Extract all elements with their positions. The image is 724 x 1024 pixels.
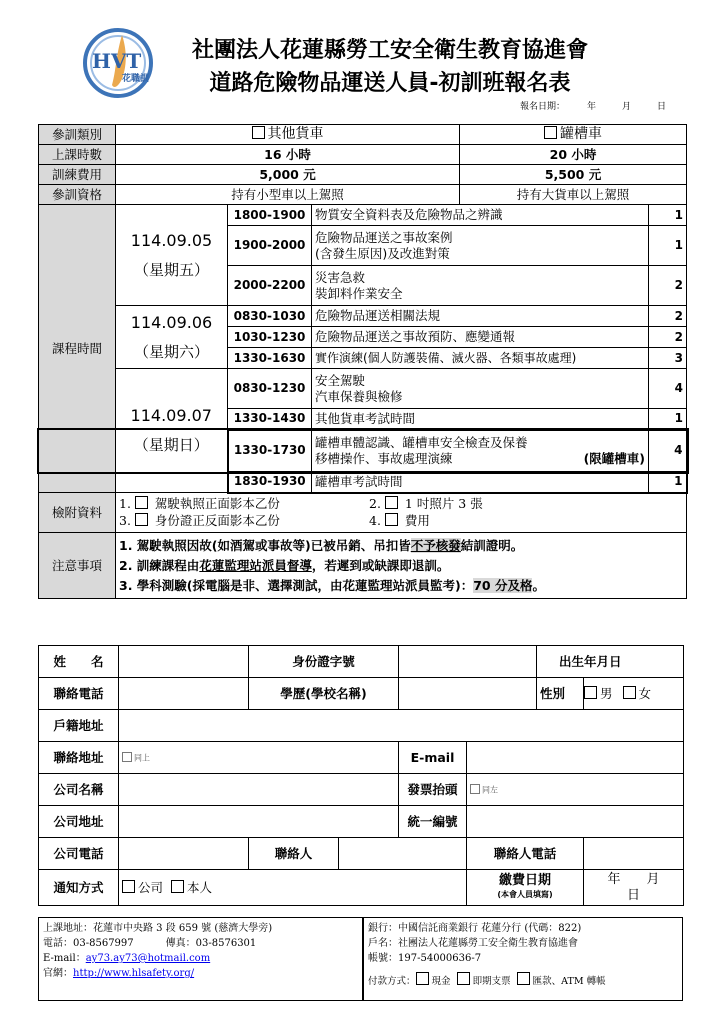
contact-phone-field[interactable] [584,838,684,870]
notify-company-label: 公司 [138,879,164,895]
day3-date [116,369,228,493]
hours-a: 16 小時 [116,145,460,165]
reg-addr-field[interactable] [119,710,684,742]
checkbox-male[interactable] [584,686,597,699]
checkbox-notify-company[interactable] [122,880,135,893]
hours-b: 20 小時 [460,145,687,165]
footer-fax: 傳真：03-8576301 [165,938,257,949]
type-tank-truck[interactable] [460,125,687,145]
attach-1-no: 1. [119,495,131,511]
invoice-field[interactable] [467,774,684,806]
male-label: 男 [600,685,613,701]
row3-topic-line1: 災害急救 [315,269,366,285]
checkbox-same-as-above[interactable] [122,752,132,762]
form-title: 道路危險物品運送人員-初訓班報名表 [209,71,571,96]
contact-addr-label: 聯絡地址 [39,742,119,774]
transfer-label: 匯款、ATM 轉帳 [532,976,606,987]
row2-topic [312,226,649,266]
note-3 [119,576,683,596]
row6-hours: 3 [649,348,687,369]
qualification-a: 持有小型車以上駕照 [116,185,460,205]
fee-b: 5,500 元 [460,165,687,185]
row2-topic-line2: (含發生原因)及改進對策 [315,245,450,261]
row7-topic-line1: 安全駕駛 [315,372,366,388]
row6-time: 1330-1630 [228,348,312,369]
row9-hours: 4 [649,430,687,472]
pay-day: 日 [627,887,641,903]
row9-topic-line2: 移槽操作、事故處理演練 [315,450,453,466]
reg-addr-label: 戶籍地址 [39,710,119,742]
row9-topic [312,430,649,472]
note-2-a: 2. 訓練課程由 [119,557,200,573]
footer-phone: 電話：03-8567997 [43,938,134,949]
pay-date-label-text: 繳費日期 [499,872,552,888]
attach-1-checkbox[interactable] [135,496,148,509]
org-name: 社團法人花蓮縣勞工安全衛生教育協進會 [191,38,588,63]
footer-phone-fax [43,936,358,951]
id-label: 身份證字號 [249,646,399,678]
company-addr-field[interactable] [119,806,399,838]
phone-field[interactable] [119,678,249,710]
row4-topic: 危險物品運送相關法規 [312,306,649,327]
row5-hours: 2 [649,327,687,348]
row10-topic: 罐槽車考試時間 [312,472,649,493]
footer-address: 上課地址：花蓮市中央路 3 段 659 號 (慈濟大學旁) [43,923,273,934]
row9-time: 1330-1730 [228,430,312,472]
phone-label: 聯絡電話 [39,678,119,710]
row3-topic [312,266,649,306]
signup-day: 日 [657,102,667,112]
same-as-above-label: 同上 [134,753,150,763]
attach-4-no: 4. [369,512,381,528]
attach-2-checkbox[interactable] [385,496,398,509]
contact-phone-label: 聯絡人電話 [467,838,584,870]
footer-account-no: 帳號：197-54000636-7 [368,953,482,964]
row1-hours: 1 [649,205,687,226]
company-phone-label: 公司電話 [39,838,119,870]
day2-date [116,306,228,369]
footer-pay-method-label: 付款方式： [368,976,416,987]
signup-date-label: 報名日期： [520,102,566,112]
footer-bank: 銀行：中國信託商業銀行 花蓮分行 (代碼：822) [368,923,582,934]
company-field[interactable] [119,774,399,806]
pay-date-note: (本會人員填寫) [497,889,553,899]
row2-time: 1900-2000 [228,226,312,266]
contact-person-label: 聯絡人 [249,838,339,870]
attach-2-text: 1 吋照片 3 張 [404,495,483,511]
row9-topic-line1: 罐槽車體認識、罐槽車安全檢查及保養 [315,435,528,451]
row5-topic: 危險物品運送之事故預防、應變通報 [312,327,649,348]
fee-label: 訓練費用 [39,165,116,185]
attach-3-checkbox[interactable] [135,513,148,526]
signup-year: 年 [587,102,597,112]
row7-topic [312,369,649,409]
row2-topic-line1: 危險物品運送之事故案例 [315,229,453,245]
day3-date-text: 114.09.07 [130,406,212,426]
row7-time: 0830-1230 [228,369,312,409]
footer-email [43,951,358,966]
email-field[interactable] [467,742,684,774]
association-logo [82,27,154,99]
row3-time: 2000-2200 [228,266,312,306]
footer-email-label: E-mail： [43,953,86,964]
edu-field[interactable] [399,678,537,710]
note-2 [119,556,683,576]
birth-label-text: 出生年月日 [559,653,622,669]
contact-person-field[interactable] [339,838,467,870]
birth-label [537,646,684,678]
note-3-a: 3. 學科測驗(採電腦是非、選擇測試，由花蓮監理站派員監考)： [119,577,474,593]
checkbox-cash[interactable] [416,972,429,985]
cash-label: 現金 [431,976,451,987]
row10-time: 1830-1930 [228,472,312,493]
qualification-label: 參訓資格 [39,185,116,205]
footer-contact-box [38,917,363,1001]
row1-time: 1800-1900 [228,205,312,226]
row5-time: 1030-1230 [228,327,312,348]
row9-tank-only-note: (限罐槽車) [583,450,646,466]
type-other-truck[interactable] [116,125,460,145]
row8-topic: 其他貨車考試時間 [312,409,649,430]
pay-date-field[interactable] [584,870,684,906]
checkbox-notify-self[interactable] [171,880,184,893]
day1-date [116,205,228,306]
invoice-label: 發票抬頭 [399,774,467,806]
type-label: 參訓類別 [39,125,116,145]
note-3-c: 。 [532,577,545,593]
day2-date-text: 114.09.06 [130,312,213,332]
footer-bank-box [363,917,683,1001]
footer-pay-method [368,972,678,989]
type-other-truck-label: 其他貨車 [267,125,324,142]
tax-id-field[interactable] [467,806,684,838]
row2-hours: 1 [649,226,687,266]
signup-date [520,99,690,112]
notify-options [119,870,467,906]
footer-website-label: 官網： [43,968,73,979]
row10-hours: 1 [649,472,687,493]
row7-hours: 4 [649,369,687,409]
checkbox-other-truck[interactable] [252,126,265,139]
footer-account-name: 戶名：社團法人花蓮縣勞工安全衛生教育協進會 [368,938,578,949]
row8-hours: 1 [649,409,687,430]
footer-website-link[interactable]: http://www.hlsafety.org/ [73,968,195,979]
pay-month: 月 [646,871,660,887]
gender-options [584,678,684,710]
gender-label: 性別 [537,678,584,710]
note-2-highlight: 花蓮監理站派員督導 [199,557,312,573]
day2-dow: （星期六） [133,342,209,361]
note-2-c: ，若遲到或缺課即退訓。 [311,557,450,573]
note-1-a: 1. 駕駛執照因故(如酒駕或事故等)已被吊銷、吊扣皆 [119,537,411,553]
name-field[interactable] [119,646,249,678]
footer-email-link[interactable]: ay73.ay73@hotmail.com [85,953,211,964]
company-phone-field[interactable] [119,838,249,870]
day3-dow: （星期日） [133,436,209,455]
attach-3-text: 身份證正反面影本乙份 [154,512,280,528]
row4-time: 0830-1030 [228,306,312,327]
checkbox-tank-truck[interactable] [544,126,557,139]
notify-label: 通知方式 [39,870,119,906]
same-as-left-label: 同左 [482,785,499,795]
row7-topic-line2: 汽車保養與檢修 [315,388,403,404]
note-1-highlight: 不予核發 [410,537,461,553]
footer-website [43,966,358,981]
applicant-form-table [38,645,684,906]
day1-date-text: 114.09.05 [130,230,213,250]
email-label: E-mail [399,742,467,774]
row3-topic-line2: 裝卸料作業安全 [315,285,403,301]
note-3-highlight: 70 分及格 [473,577,533,593]
note-1-c: 結訓證明。 [460,537,524,553]
checkbox-check[interactable] [457,972,470,985]
attach-3-no: 3. [119,512,131,528]
name-label: 姓 名 [39,646,119,678]
notes-list [116,533,687,599]
company-addr-label: 公司地址 [39,806,119,838]
checkbox-same-as-left[interactable] [470,784,480,794]
row1-topic: 物質安全資料表及危險物品之辨識 [312,205,649,226]
checkbox-female[interactable] [623,686,636,699]
company-label: 公司名稱 [39,774,119,806]
attach-2-no: 2. [369,495,381,511]
edu-label: 學歷(學校名稱) [249,678,399,710]
checkbox-transfer[interactable] [517,972,530,985]
notes-label: 注意事項 [39,533,116,599]
tax-id-label: 統一編號 [399,806,467,838]
day1-dow: （星期五） [133,260,209,279]
note-1 [119,536,683,556]
attach-4-checkbox[interactable] [385,513,398,526]
course-info-table [38,124,688,599]
type-tank-truck-label: 罐槽車 [560,125,603,142]
pay-date-label [467,870,584,906]
attach-4-text: 費用 [404,512,430,528]
row3-hours: 2 [649,266,687,306]
attach-label: 檢附資料 [39,493,116,533]
id-field[interactable] [399,646,537,678]
qualification-b: 持有大貨車以上駕照 [460,185,687,205]
pay-year: 年 [607,871,621,887]
contact-addr-field[interactable] [119,742,399,774]
attach-list [116,493,687,533]
signup-month: 月 [622,102,632,112]
check-label: 即期支票 [472,976,511,987]
row8-time: 1330-1430 [228,409,312,430]
female-label: 女 [638,685,652,701]
hours-label: 上課時數 [39,145,116,165]
logo-subtext: 花職訓 [122,74,150,84]
row4-hours: 2 [649,306,687,327]
notify-self-label: 本人 [187,879,213,895]
row6-topic: 實作演練(個人防護裝備、滅火器、各類事故處理) [312,348,649,369]
fee-a: 5,000 元 [116,165,460,185]
schedule-label: 課程時間 [39,205,116,493]
attach-1-text: 駕駛執照正面影本乙份 [154,495,280,511]
logo-text: HVT [92,49,142,73]
